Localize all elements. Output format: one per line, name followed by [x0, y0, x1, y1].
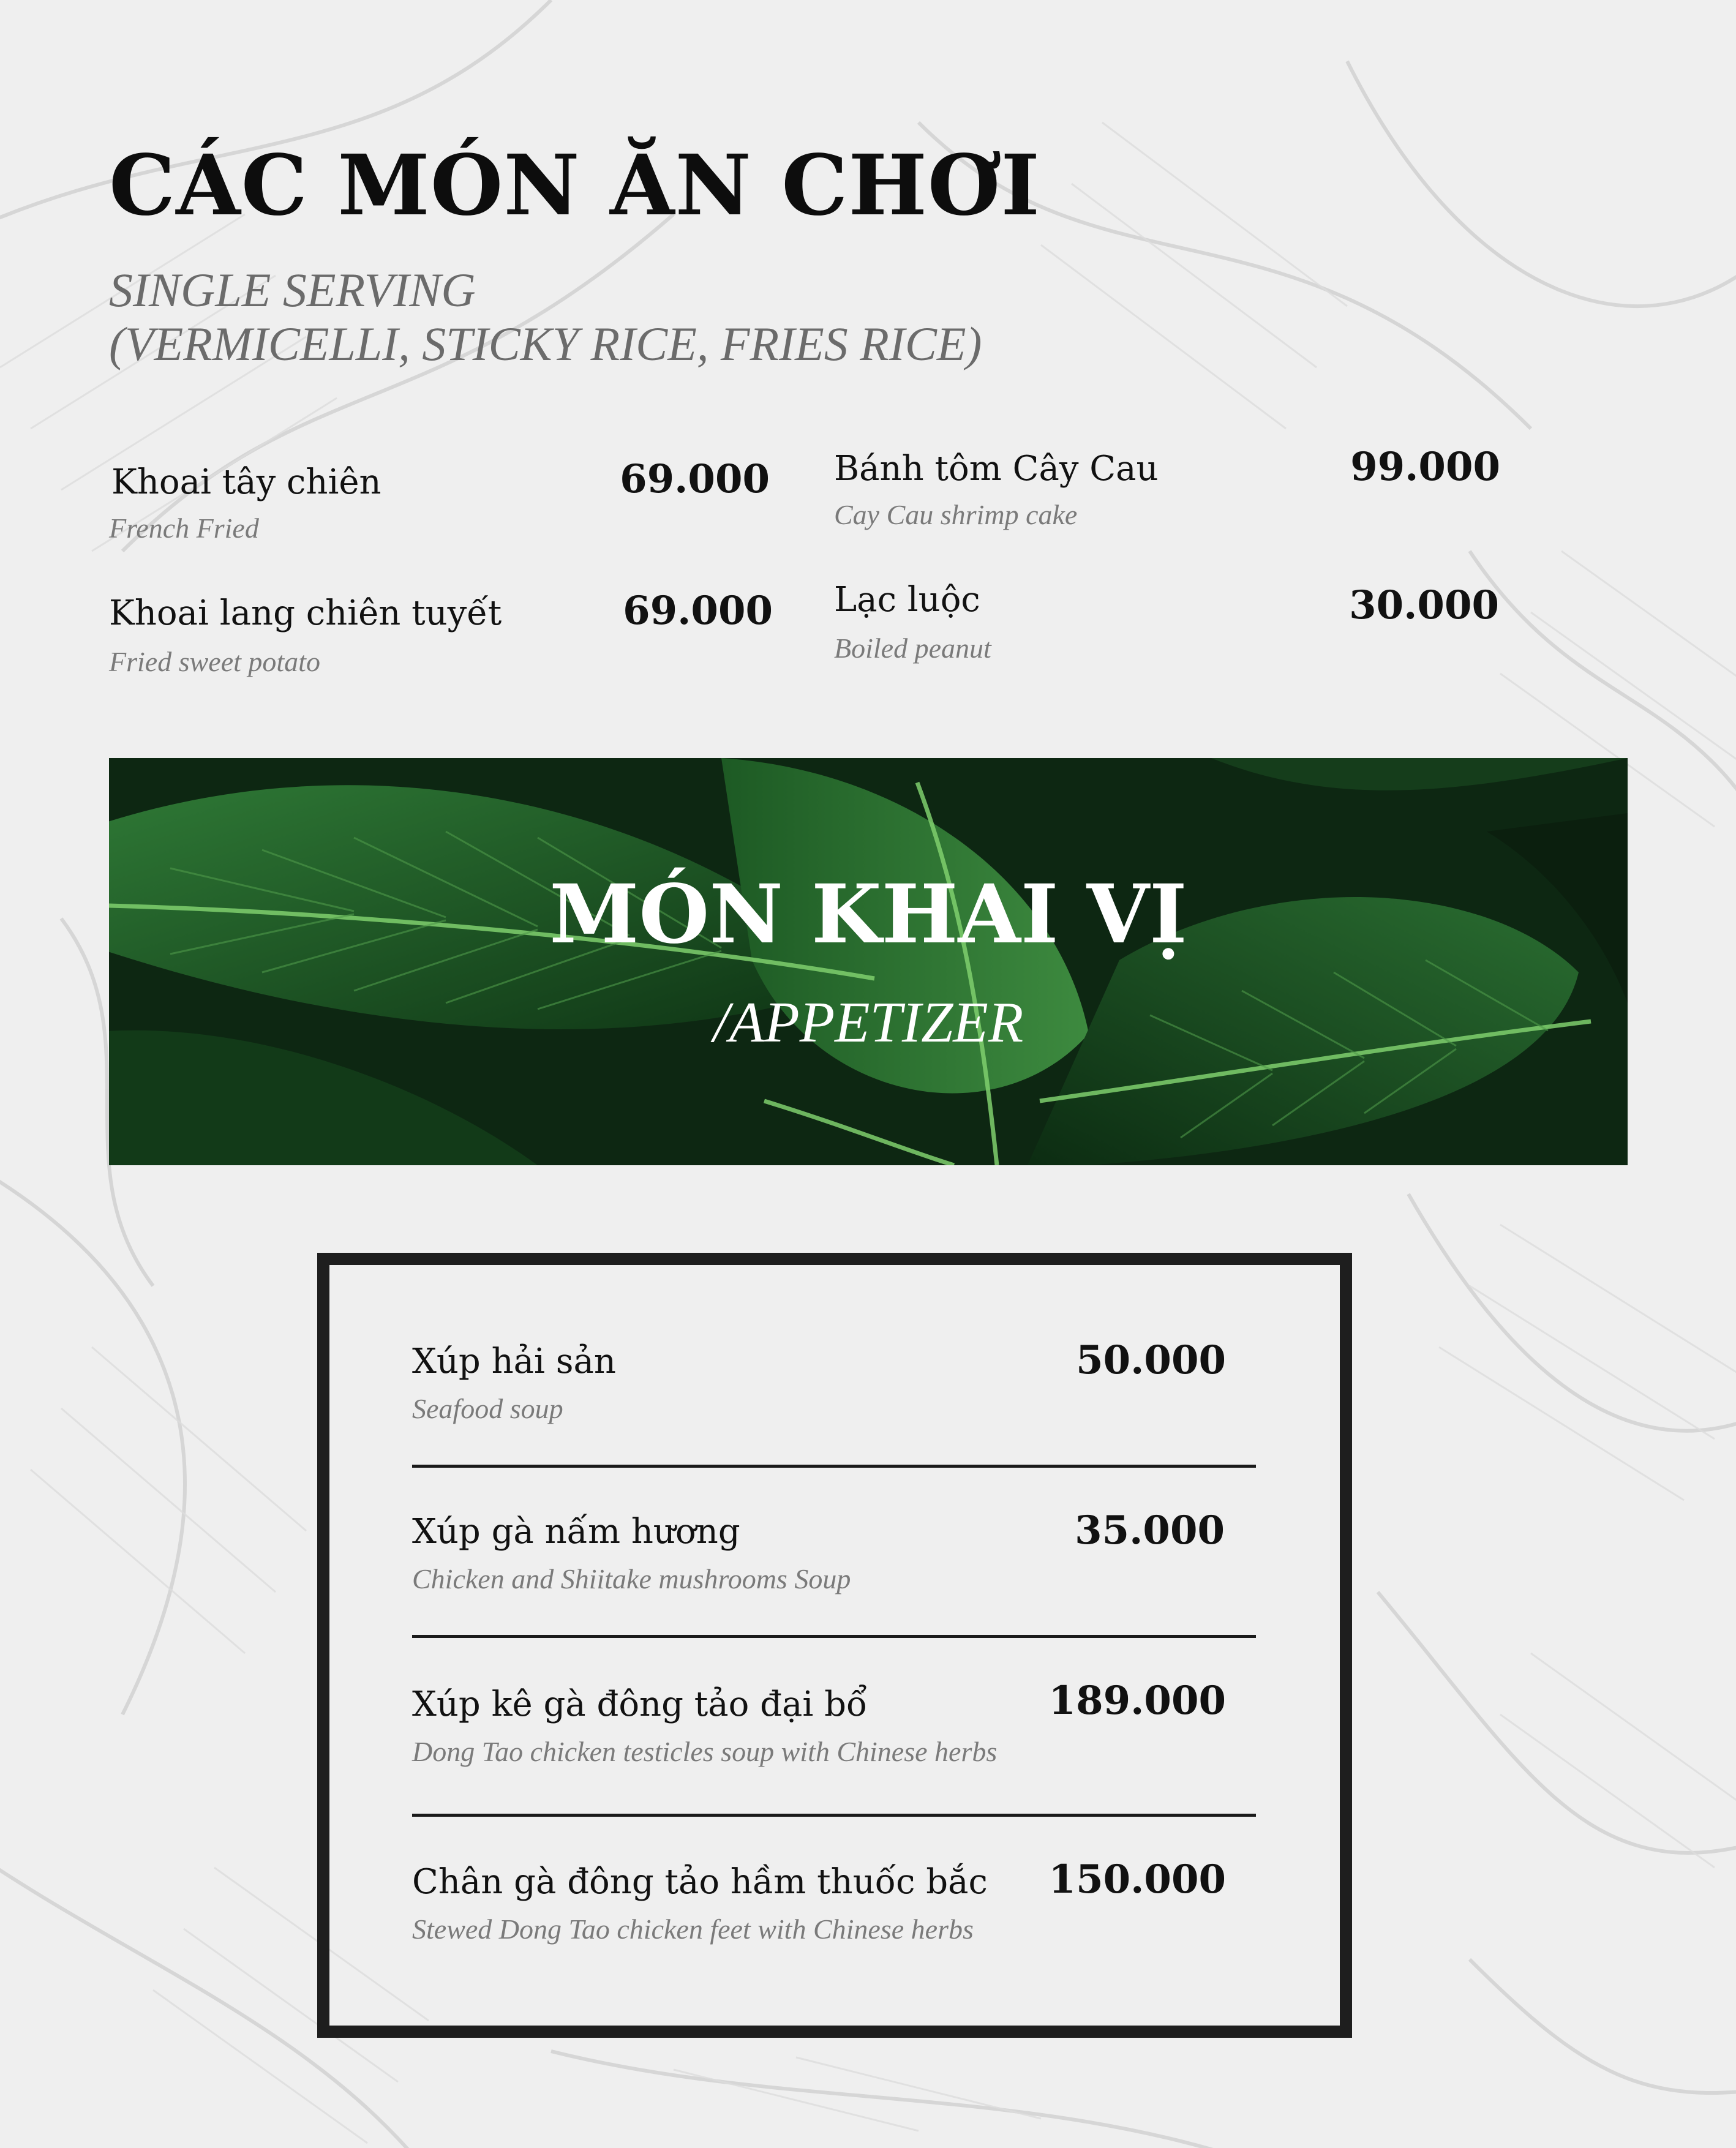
- item-name: Khoai lang chiên tuyết: [109, 593, 502, 633]
- menu-item: [412, 1342, 616, 1424]
- appetizer-banner: [109, 758, 1628, 1165]
- menu-item: [412, 1684, 998, 1767]
- item-price: 69.000: [623, 588, 773, 634]
- item-name: Xúp hải sản: [412, 1342, 616, 1381]
- menu-item: [109, 593, 502, 677]
- item-price: 99.000: [1350, 444, 1500, 490]
- item-price: 35.000: [1075, 1508, 1225, 1553]
- item-price: 30.000: [1349, 582, 1499, 628]
- item-name: Khoai tây chiên: [111, 462, 381, 502]
- item-description: Dong Tao chicken testicles soup with Chinese herbs: [412, 1736, 998, 1767]
- menu-item: [834, 580, 991, 664]
- menu-item: [834, 449, 1159, 530]
- item-description: French Fried: [109, 513, 259, 544]
- item-description: Stewed Dong Tao chicken feet with Chinese herbs: [412, 1913, 974, 1945]
- menu-item: [412, 1862, 988, 1945]
- subtitle-line-1: SINGLE SERVING: [109, 263, 476, 317]
- item-description: Seafood soup: [412, 1393, 563, 1424]
- item-price: 150.000: [1048, 1857, 1226, 1902]
- banner-subtitle: /APPETIZER: [713, 991, 1024, 1054]
- banner-title: MÓN KHAI VỊ: [549, 867, 1187, 962]
- menu-item: [109, 462, 381, 544]
- section-subtitle: [109, 263, 982, 371]
- item-price: 69.000: [620, 456, 770, 502]
- item-name: Xúp kê gà đông tảo đại bổ: [412, 1684, 868, 1724]
- item-price: 189.000: [1048, 1678, 1226, 1724]
- subtitle-line-2: (VERMICELLI, STICKY RICE, FRIES RICE): [109, 317, 982, 370]
- menu-item: [412, 1512, 851, 1594]
- page-title: CÁC MÓN ĂN CHƠI: [109, 137, 1041, 235]
- item-description: Fried sweet potato: [109, 646, 320, 677]
- item-name: Chân gà đông tảo hầm thuốc bắc: [412, 1862, 988, 1902]
- item-description: Boiled peanut: [834, 633, 991, 664]
- item-description: Cay Cau shrimp cake: [834, 499, 1078, 530]
- item-price: 50.000: [1076, 1337, 1226, 1383]
- item-name: Xúp gà nấm hương: [412, 1512, 740, 1552]
- item-name: Lạc luộc: [834, 580, 980, 620]
- item-name: Bánh tôm Cây Cau: [834, 449, 1159, 489]
- item-description: Chicken and Shiitake mushrooms Soup: [412, 1563, 851, 1594]
